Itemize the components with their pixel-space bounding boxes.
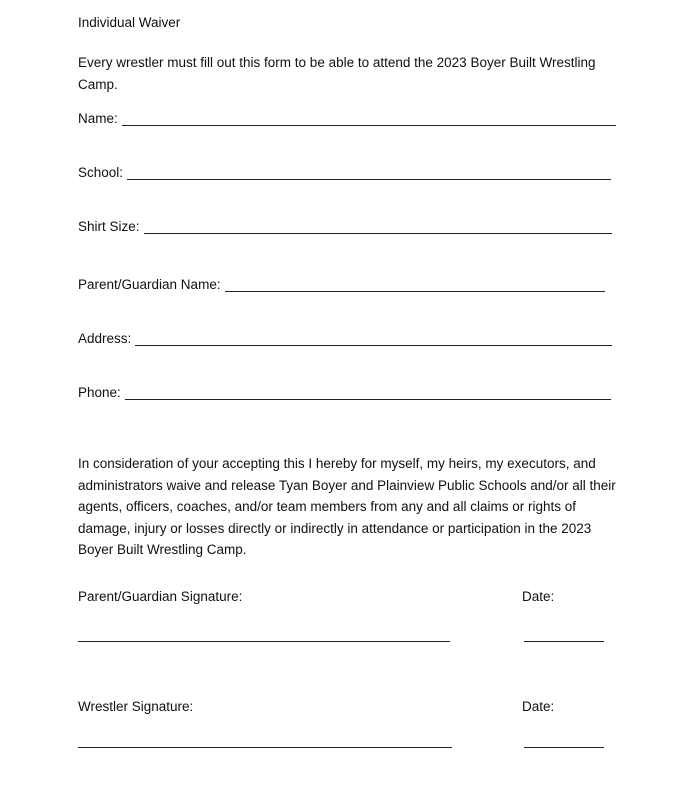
shirt-size-line[interactable] [144,220,612,234]
parent-signature-line[interactable] [78,641,450,642]
wrestler-signature-label: Wrestler Signature: [78,699,194,714]
parent-name-line[interactable] [225,278,605,292]
phone-line[interactable] [125,386,611,400]
parent-name-label: Parent/Guardian Name: [78,277,221,292]
address-line[interactable] [135,332,612,346]
name-line[interactable] [122,112,616,126]
name-field[interactable] [78,110,616,126]
wrestler-date-label: Date: [522,699,555,714]
school-line[interactable] [127,166,611,180]
waiver-text: In consideration of your accepting this I hereby for myself, my heirs, my executors, and administrators waive and release Tyan Boyer and Plainview Public Schools and/or all their agents, officers, coaches, and/or team members from any and all claims or rights of damage, injury or losses directly or indirectly in attendance or participation in the 2023 Boyer Built Wrestling Camp. [78,456,616,557]
parent-date-label: Date: [522,589,555,604]
wrestler-signature-line[interactable] [78,747,452,748]
address-label: Address: [78,331,132,346]
school-field[interactable] [78,164,611,180]
intro-text: Every wrestler must fill out this form to be able to attend the 2023 Boyer Built Wrestling Camp. [78,55,596,92]
wrestler-date-line[interactable] [524,747,604,748]
parent-date-line[interactable] [524,641,604,642]
school-label: School: [78,165,124,180]
parent-signature-label: Parent/Guardian Signature: [78,589,243,604]
parent-name-field[interactable] [78,276,605,292]
document-title: Individual Waiver [78,15,181,30]
shirt-size-label: Shirt Size: [78,219,140,234]
name-label: Name: [78,111,118,126]
shirt-size-field[interactable] [78,218,612,234]
phone-label: Phone: [78,385,121,400]
phone-field[interactable] [78,384,611,400]
address-field[interactable] [78,330,612,346]
